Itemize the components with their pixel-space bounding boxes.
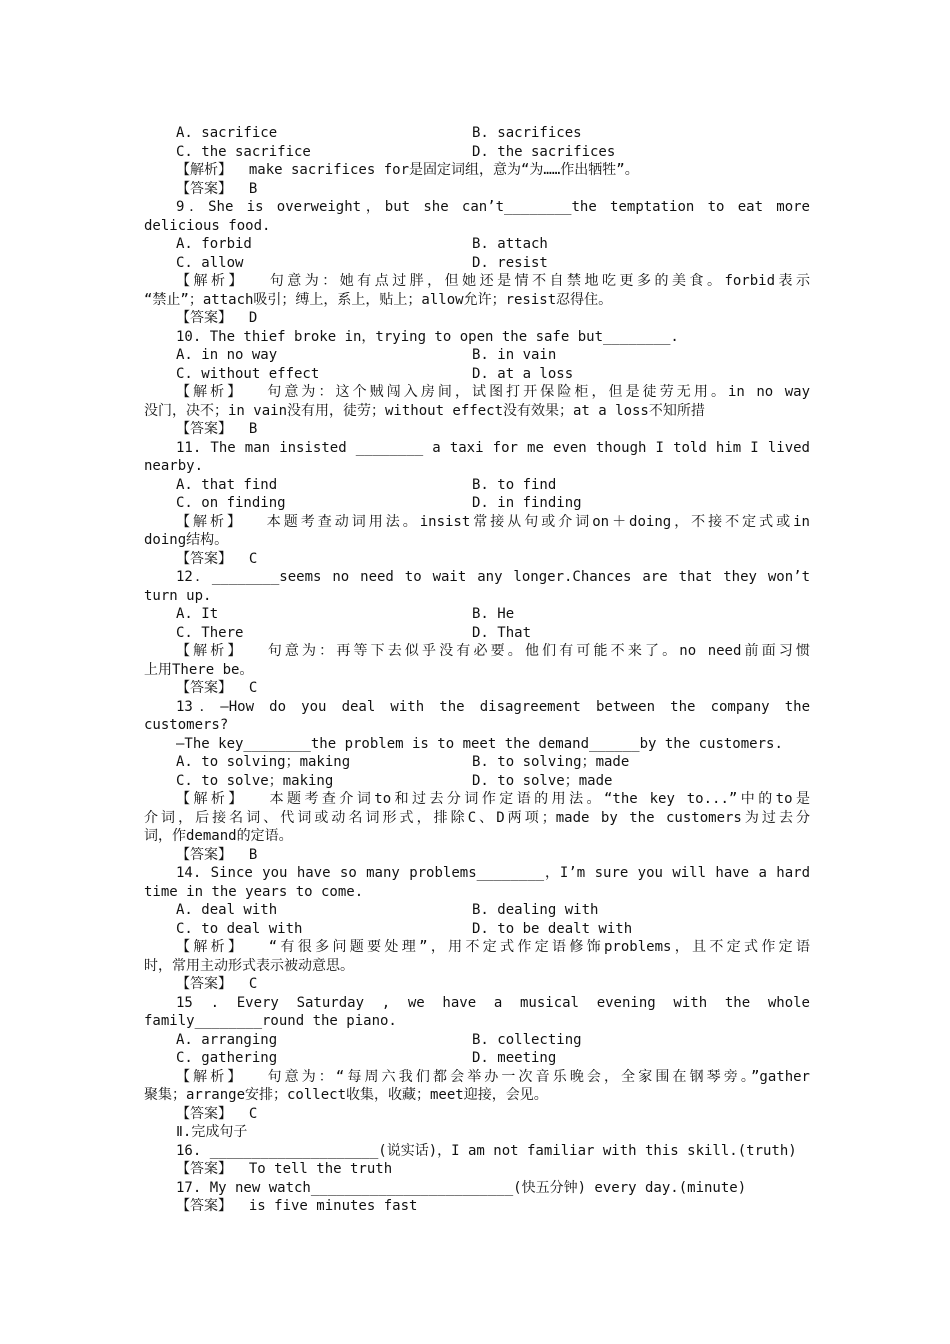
answer-options-row — [144, 1031, 810, 1050]
paragraph-first-line: 11. The man insisted ________ a taxi for me even though I told him I lived — [176, 439, 810, 456]
paragraph-first-line: 【解析】 “有很多问题要处理”，用不定式作定语修饰problems，且不定式作定语 — [176, 939, 810, 955]
paragraph-first-line: 9．She is overweight，but she can’t________the temptation to eat more — [176, 199, 810, 215]
paragraph-continuation-line: doing结构。 — [144, 532, 229, 548]
paragraph-continuation-line: customers? — [144, 717, 229, 733]
option-left: A. deal with — [176, 902, 278, 918]
option-left: A. that find — [176, 476, 278, 493]
answer-options-row — [144, 254, 810, 273]
paragraph-continuation-line: nearby. — [144, 458, 204, 474]
paragraph-continuation-line: time in the years to come. — [144, 883, 364, 900]
paragraph-first-line: 【解析】 本题考查动词用法。insist常接从句或介词on＋doing，不接不定式或in — [176, 513, 810, 530]
option-left: C. to deal with — [176, 920, 303, 937]
text-line: 【答案】 To tell the truth — [176, 1161, 393, 1177]
answer-options-row — [144, 753, 810, 772]
option-left: C. without effect — [176, 365, 320, 382]
paragraph-continuation-line: turn up. — [144, 587, 212, 604]
text-line: 【答案】 C — [176, 550, 258, 567]
paragraph-continuation-line: 时，常用主动形式表示被动意思。 — [144, 957, 354, 974]
answer-options-row — [144, 624, 810, 643]
text-line: 【答案】 C — [176, 976, 258, 992]
answer-options-row — [144, 124, 810, 143]
answer-options-row — [144, 772, 810, 791]
answer-options-row — [144, 901, 810, 920]
text-line: 【答案】 B — [176, 421, 258, 437]
option-right: D. That — [472, 624, 532, 641]
option-right: B. sacrifices — [472, 125, 582, 141]
option-right: B. He — [472, 606, 515, 622]
option-left: C. allow — [176, 254, 244, 271]
paragraph-continuation-line: 介词，后接名词、代词或动名词形式，排除C、D两项；made by the customers为过去分 — [144, 809, 810, 826]
answer-options-row — [144, 346, 810, 365]
answer-options-row — [144, 143, 810, 162]
paragraph-continuation-line: 聚集；arrange安排；collect收集，收藏；meet迎接，会见。 — [144, 1087, 548, 1103]
answer-options-row — [144, 1049, 810, 1068]
text-line: 16. ____________________(说实话)，I am not familiar with this skill.(truth) — [176, 1142, 797, 1159]
paragraph-first-line: 15 . Every Saturday , we have a musical evening with the whole — [176, 994, 810, 1011]
option-left: A. in no way — [176, 347, 278, 363]
option-right: D. at a loss — [472, 365, 574, 382]
answer-options-row — [144, 235, 810, 254]
answer-options-row — [144, 494, 810, 513]
paragraph-continuation-line: “禁止”；attach吸引；缚上，系上，贴上；allow允许；resist忍得住。 — [144, 291, 613, 308]
text-line: 10. The thief broke in，trying to open the safe but________. — [176, 328, 679, 345]
option-left: C. to solve；making — [176, 772, 334, 789]
document-body — [144, 124, 810, 1216]
text-line: 17. My new watch________________________(快五分钟) every day.(minute) — [176, 1179, 747, 1196]
paragraph-continuation-line: 词，作demand的定语。 — [144, 828, 293, 844]
paragraph-first-line: 13．—How do you deal with the disagreement between the company the — [176, 698, 810, 715]
answer-options-row — [144, 365, 810, 384]
paragraph-first-line: 【解析】 句意为：再等下去似乎没有必要。他们有可能不来了。no need前面习惯 — [176, 643, 810, 659]
option-right: D. meeting — [472, 1050, 557, 1066]
paragraph-continuation-line: 上用There be。 — [144, 661, 254, 678]
option-right: B. attach — [472, 236, 548, 252]
text-line: 【答案】 C — [176, 680, 258, 696]
text-line: Ⅱ.完成句子 — [176, 1124, 248, 1140]
text-line: 【答案】 B — [176, 846, 258, 863]
option-right: D. to be dealt with — [472, 920, 633, 937]
option-left: A. forbid — [176, 236, 252, 252]
option-right: D. the sacrifices — [472, 143, 616, 160]
option-right: B. in vain — [472, 347, 557, 363]
text-line: 【答案】 D — [176, 310, 258, 326]
paragraph-first-line: 【解析】 本题考查介词to和过去分词作定语的用法。“the key to...”中的to是 — [176, 791, 810, 807]
option-left: A. It — [176, 606, 219, 622]
option-right: B. collecting — [472, 1031, 582, 1048]
answer-options-row — [144, 476, 810, 495]
answer-options-row — [144, 920, 810, 939]
option-right: B. dealing with — [472, 902, 599, 918]
text-line: —The key________the problem is to meet the demand______by the customers. — [176, 735, 783, 752]
option-left: C. on finding — [176, 495, 286, 511]
option-left: C. gathering — [176, 1050, 278, 1066]
option-right: B. to solving；made — [472, 754, 630, 770]
option-left: A. to solving；making — [176, 754, 351, 770]
option-left: C. the sacrifice — [176, 143, 311, 160]
paragraph-first-line: 【解析】 句意为：这个贼闯入房间，试图打开保险柜，但是徒劳无用。in no way — [176, 384, 810, 400]
paragraph-first-line: 【解析】 句意为：她有点过胖，但她还是情不自禁地吃更多的美食。forbid表示 — [176, 273, 810, 289]
option-right: D. in finding — [472, 495, 582, 511]
text-line: 【解析】 make sacrifices for是固定词组，意为“为……作出牺牲”。 — [176, 162, 639, 178]
paragraph-first-line: 14. Since you have so many problems________，I’m sure you will have a hard — [176, 865, 810, 881]
text-line: 【答案】 is five minutes fast — [176, 1198, 418, 1214]
paragraph-continuation-line: 没门，决不；in vain没有用，徒劳；without effect没有效果；at a loss不知所措 — [144, 402, 705, 419]
option-right: B. to find — [472, 476, 557, 493]
text-line: 【答案】 B — [176, 180, 258, 197]
paragraph-first-line: 12．________seems no need to wait any longer.Chances are that they won’t — [176, 569, 810, 585]
paragraph-continuation-line: family________round the piano. — [144, 1013, 397, 1029]
option-left: C. There — [176, 624, 244, 641]
paragraph-continuation-line: delicious food. — [144, 217, 271, 234]
text-line: 【答案】 C — [176, 1105, 258, 1122]
option-left: A. arranging — [176, 1031, 278, 1048]
answer-options-row — [144, 605, 810, 624]
paragraph-first-line: 【解析】 句意为：“每周六我们都会举办一次音乐晚会，全家围在钢琴旁。”gather — [176, 1068, 810, 1085]
option-left: A. sacrifice — [176, 125, 278, 141]
option-right: D. resist — [472, 254, 548, 271]
option-right: D. to solve；made — [472, 772, 613, 789]
